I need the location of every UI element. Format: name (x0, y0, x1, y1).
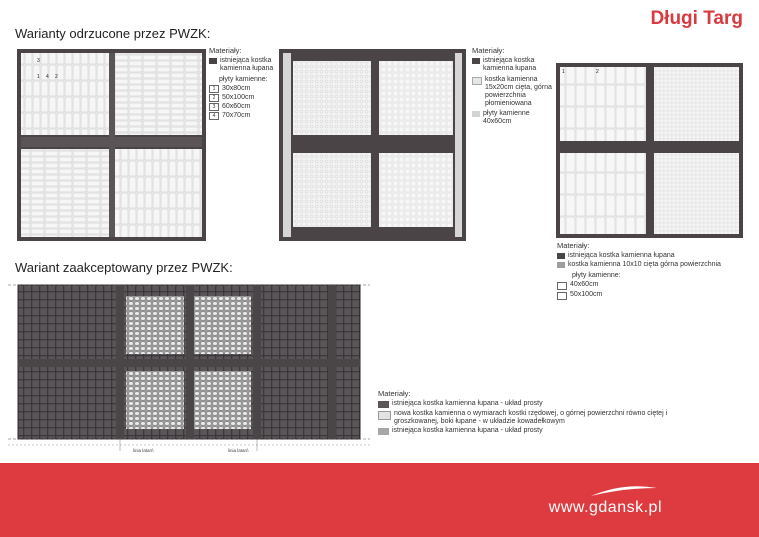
swatch-stone-plates (472, 111, 480, 117)
legend-item: istniejąca kostka kamienna łupana (483, 57, 537, 72)
legend-variant-2 (472, 47, 552, 127)
plate-number-box: 3 (209, 103, 219, 111)
lamp-line-label-1: linia latarń (133, 448, 154, 453)
legend-item: płyty kamienne 40x60cm (483, 110, 530, 125)
swatch-new-cobble (378, 411, 391, 420)
legend-item: istniejąca kostka kamienna łupana (220, 57, 274, 72)
swatch-cut-cobble (472, 77, 482, 85)
legend-item: istniejąca kostka kamienna łupana - układ prosty (392, 400, 543, 407)
swatch-dark-cobble (209, 58, 217, 64)
plan1-number-3: 3 (37, 58, 40, 64)
swatch-dark-cobble (557, 253, 565, 259)
legend-variant-3 (557, 242, 757, 301)
gdansk-logo[interactable]: www.gdansk.pl (548, 499, 662, 516)
legend-plates-heading: płyty kamienne: (219, 76, 268, 83)
plan1-number-1: 1 (37, 74, 40, 80)
plate-number-box: 2 (209, 94, 219, 102)
plate-size: 70x70cm (222, 112, 251, 119)
legend-plates-heading: płyty kamienne: (572, 272, 621, 279)
gdansk-swoosh-icon (589, 484, 659, 498)
legend-accepted (378, 390, 708, 436)
plate-size: 60x60cm (222, 103, 251, 110)
legend-variant-1 (209, 47, 279, 121)
swatch-dark-cobble (472, 58, 480, 64)
swatch-plate-50x100 (557, 292, 567, 300)
legend-heading: Materiały: (557, 241, 590, 250)
plate-size: 30x80cm (222, 85, 251, 92)
plate-number-box: 4 (209, 112, 219, 120)
variant-2-plan (279, 49, 466, 241)
legend-item: kostka kamienna 15x20cm cięta, górna powierzchnia płomieniowana (485, 76, 552, 107)
plan1-number-2: 2 (55, 74, 58, 80)
rejected-variants-heading: Warianty odrzucone przez PWZK: (15, 26, 211, 41)
legend-item: istniejąca kostka kamienna łupana - układ prosty (392, 427, 543, 434)
legend-item: nowa kostka kamienna o wymiarach kostki rzędowej, o górnej powierzchni równo ciętej i groszkowanej, boki łupane - w układzie kowadełkowym (394, 410, 668, 425)
legend-item: istniejąca kostka kamienna łupana (568, 252, 675, 259)
variant-1-plan (17, 49, 206, 241)
legend-item: kostka kamienna 10x10 cięta górna powierzchnia (568, 261, 721, 268)
plate-size: 40x60cm (570, 281, 599, 288)
plate-size: 50x100cm (222, 94, 255, 101)
legend-heading: Materiały: (378, 389, 411, 398)
plan1-number-4: 4 (46, 74, 49, 80)
legend-heading: Materiały: (209, 46, 242, 55)
plan3-number-1: 1 (562, 69, 565, 75)
legend-heading: Materiały: (472, 46, 505, 55)
swatch-straight-cobble (378, 401, 389, 408)
accepted-variant-heading: Wariant zaakceptowany przez PWZK: (15, 260, 233, 275)
plate-size: 50x100cm (570, 291, 603, 298)
lamp-line-label-2: linia latarń (228, 448, 249, 453)
accepted-variant-plan (8, 276, 370, 454)
swatch-existing-cobble (378, 428, 389, 435)
page-title: Długi Targ (650, 8, 743, 29)
plate-number-box: 1 (209, 85, 219, 93)
plan3-number-2: 2 (596, 69, 599, 75)
swatch-cut-cobble (557, 262, 565, 268)
swatch-plate-40x60 (557, 282, 567, 290)
variant-3-plan (556, 63, 743, 238)
